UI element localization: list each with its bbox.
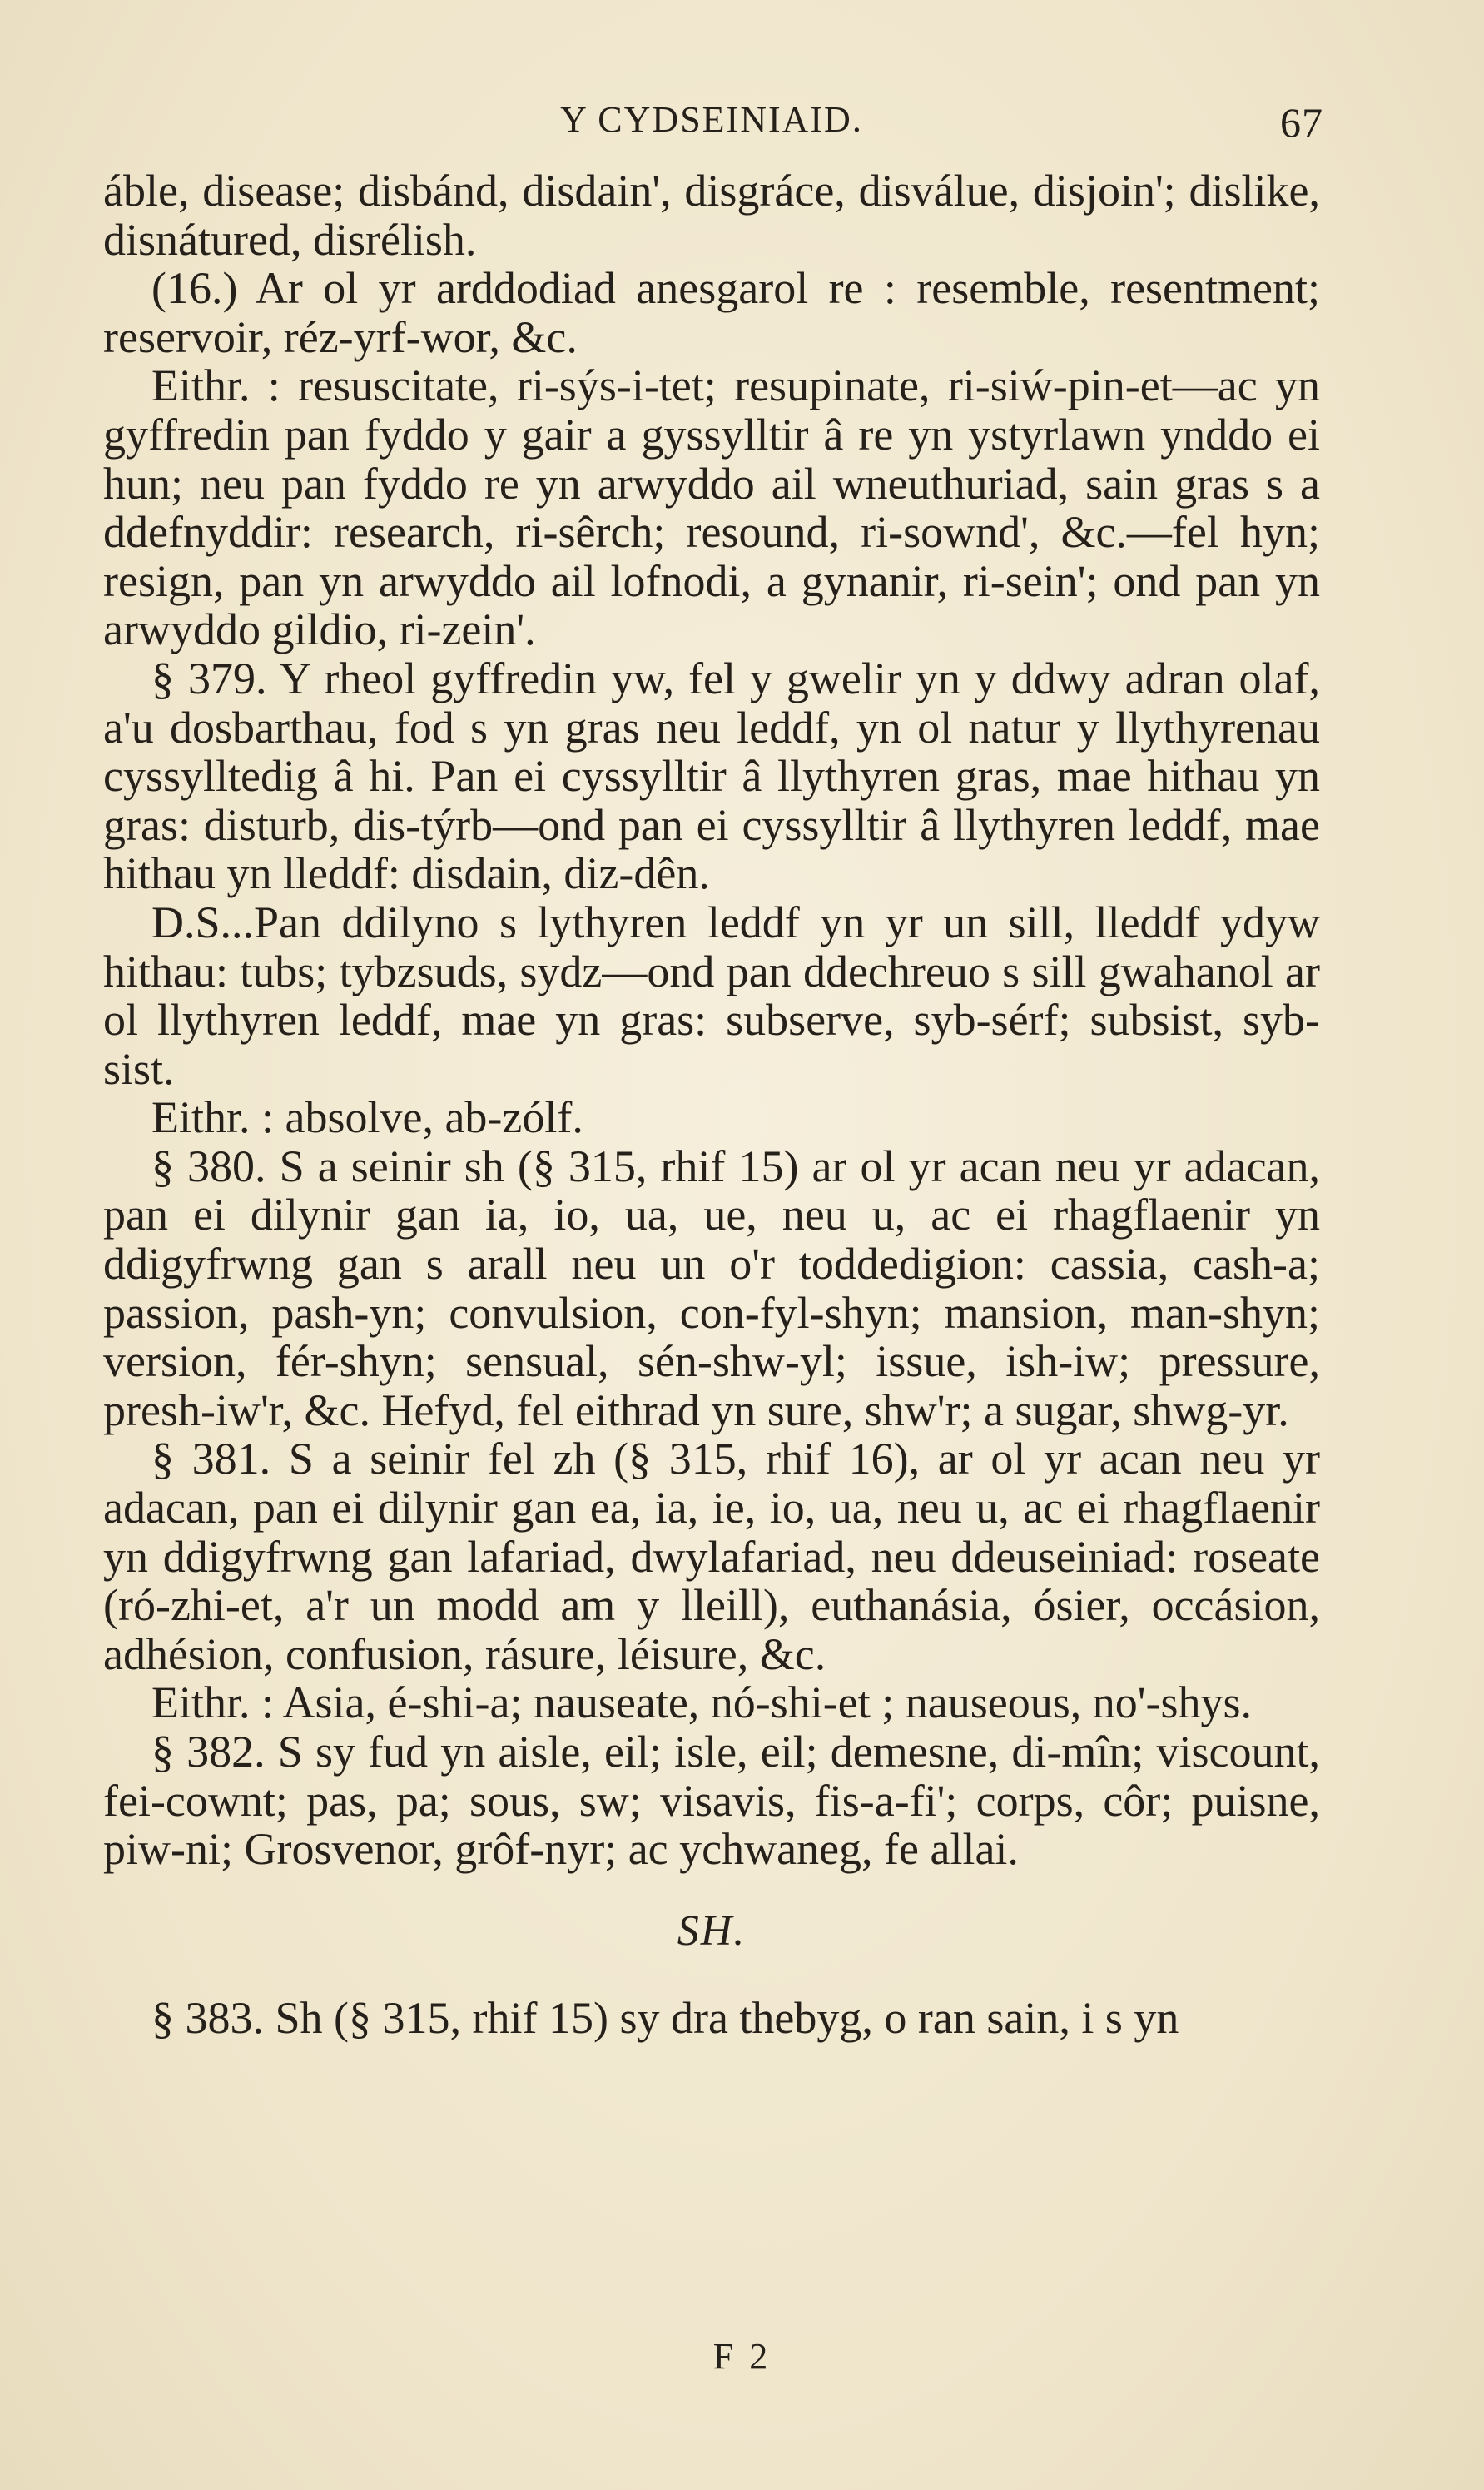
signature-mark: F 2	[712, 2336, 772, 2377]
paragraph: Eithr. : Asia, é-shi-a; nauseate, nó-shi-et ; nauseous, no'-shys.	[151, 1677, 1252, 1728]
paragraph: § 380. S a seinir sh (§ 315, rhif 15) ar ol yr acan neu yr adacan, pan ei dilynir gan ia, io, ua, ue, neu u, ac ei rhagflaenir yn ddigyfrwng gan s arall neu un o'r toddedigion: cassia, cash-a; passion, pash-yn; convulsion, con-fyl-shyn; mansion, man-shyn; version, fér-shyn; sensual, sén-shw-yl; issue, ish-iw; pressure, presh-iw'r, &c. Hefyd, fel eithrad yn sure, shw'r; a sugar, shwg-yr.	[103, 1141, 1320, 1435]
page-body	[103, 166, 1320, 2043]
page-number: 67	[1280, 99, 1323, 146]
paragraph: Eithr. : absolve, ab-zólf.	[151, 1092, 583, 1143]
running-title: Y CYDSEINIAID.	[560, 99, 863, 140]
section-heading: SH.	[677, 1906, 747, 1955]
paragraph: D.S...Pan ddilyno s lythyren leddf yn yr un sill, lleddf ydyw hithau: tubs; tybzsuds, sydz—ond pan ddechreuo s sill gwahanol ar ol llythyren leddf, mae yn gras: subserve, syb-sérf; subsist, syb-sist.	[103, 897, 1320, 1094]
paragraph: (16.) Ar ol yr arddodiad anesgarol re : resemble, resentment; reservoir, réz-yrf-wor, &c.	[103, 263, 1320, 362]
final-paragraph: § 383. Sh (§ 315, rhif 15) sy dra thebyg, o ran sain, i s yn	[151, 1993, 1179, 2044]
page-header	[100, 98, 1323, 157]
paragraph: áble, disease; disbánd, disdain', disgráce, disválue, disjoin'; dislike, disnátured, disrélish.	[103, 166, 1320, 265]
paragraph: § 382. S sy fud yn aisle, eil; isle, eil; demesne, di-mîn; viscount, fei-cownt; pas, pa; sous, sw; visavis, fis-a-fi'; corps, côr; puisne, piw-ni; Grosvenor, grôf-nyr; ac ychwaneg, fe allai.	[103, 1727, 1320, 1875]
paragraph: Eithr. : resuscitate, ri-sýs-i-tet; resupinate, ri-siẃ-pin-et—ac yn gyffredin pan fyddo y gair a gyssylltir â re yn ystyrlawn ynddo ei hun; neu pan fyddo re yn arwyddo ail wneuthuriad, sain gras s a ddefnyddir: research, ri-sêrch; resound, ri-sownd', &c.—fel hyn; resign, pan yn arwyddo ail lofnodi, a gynanir, ri-sein'; ond pan yn arwyddo gildio, ri-zein'.	[103, 360, 1320, 655]
paragraph: § 381. S a seinir fel zh (§ 315, rhif 16), ar ol yr acan neu yr adacan, pan ei dilynir gan ea, ia, ie, io, ua, neu u, ac ei rhagflaenir yn ddigyfrwng gan lafariad, dwylafariad, neu ddeuseiniad: roseate (ró-zhi-et, a'r un modd am y lleill), euthanásia, ósier, occásion, adhésion, confusion, rásure, léisure, &c.	[103, 1434, 1320, 1679]
paragraph: § 379. Y rheol gyffredin yw, fel y gwelir yn y ddwy adran olaf, a'u dosbarthau, fod s yn gras neu leddf, yn ol natur y llythyrenau cyssylltedig â hi. Pan ei cyssylltir â llythyren gras, mae hithau yn gras: disturb, dis-týrb—ond pan ei cyssylltir â llythyren leddf, mae hithau yn lleddf: disdain, diz-dên.	[103, 653, 1320, 899]
